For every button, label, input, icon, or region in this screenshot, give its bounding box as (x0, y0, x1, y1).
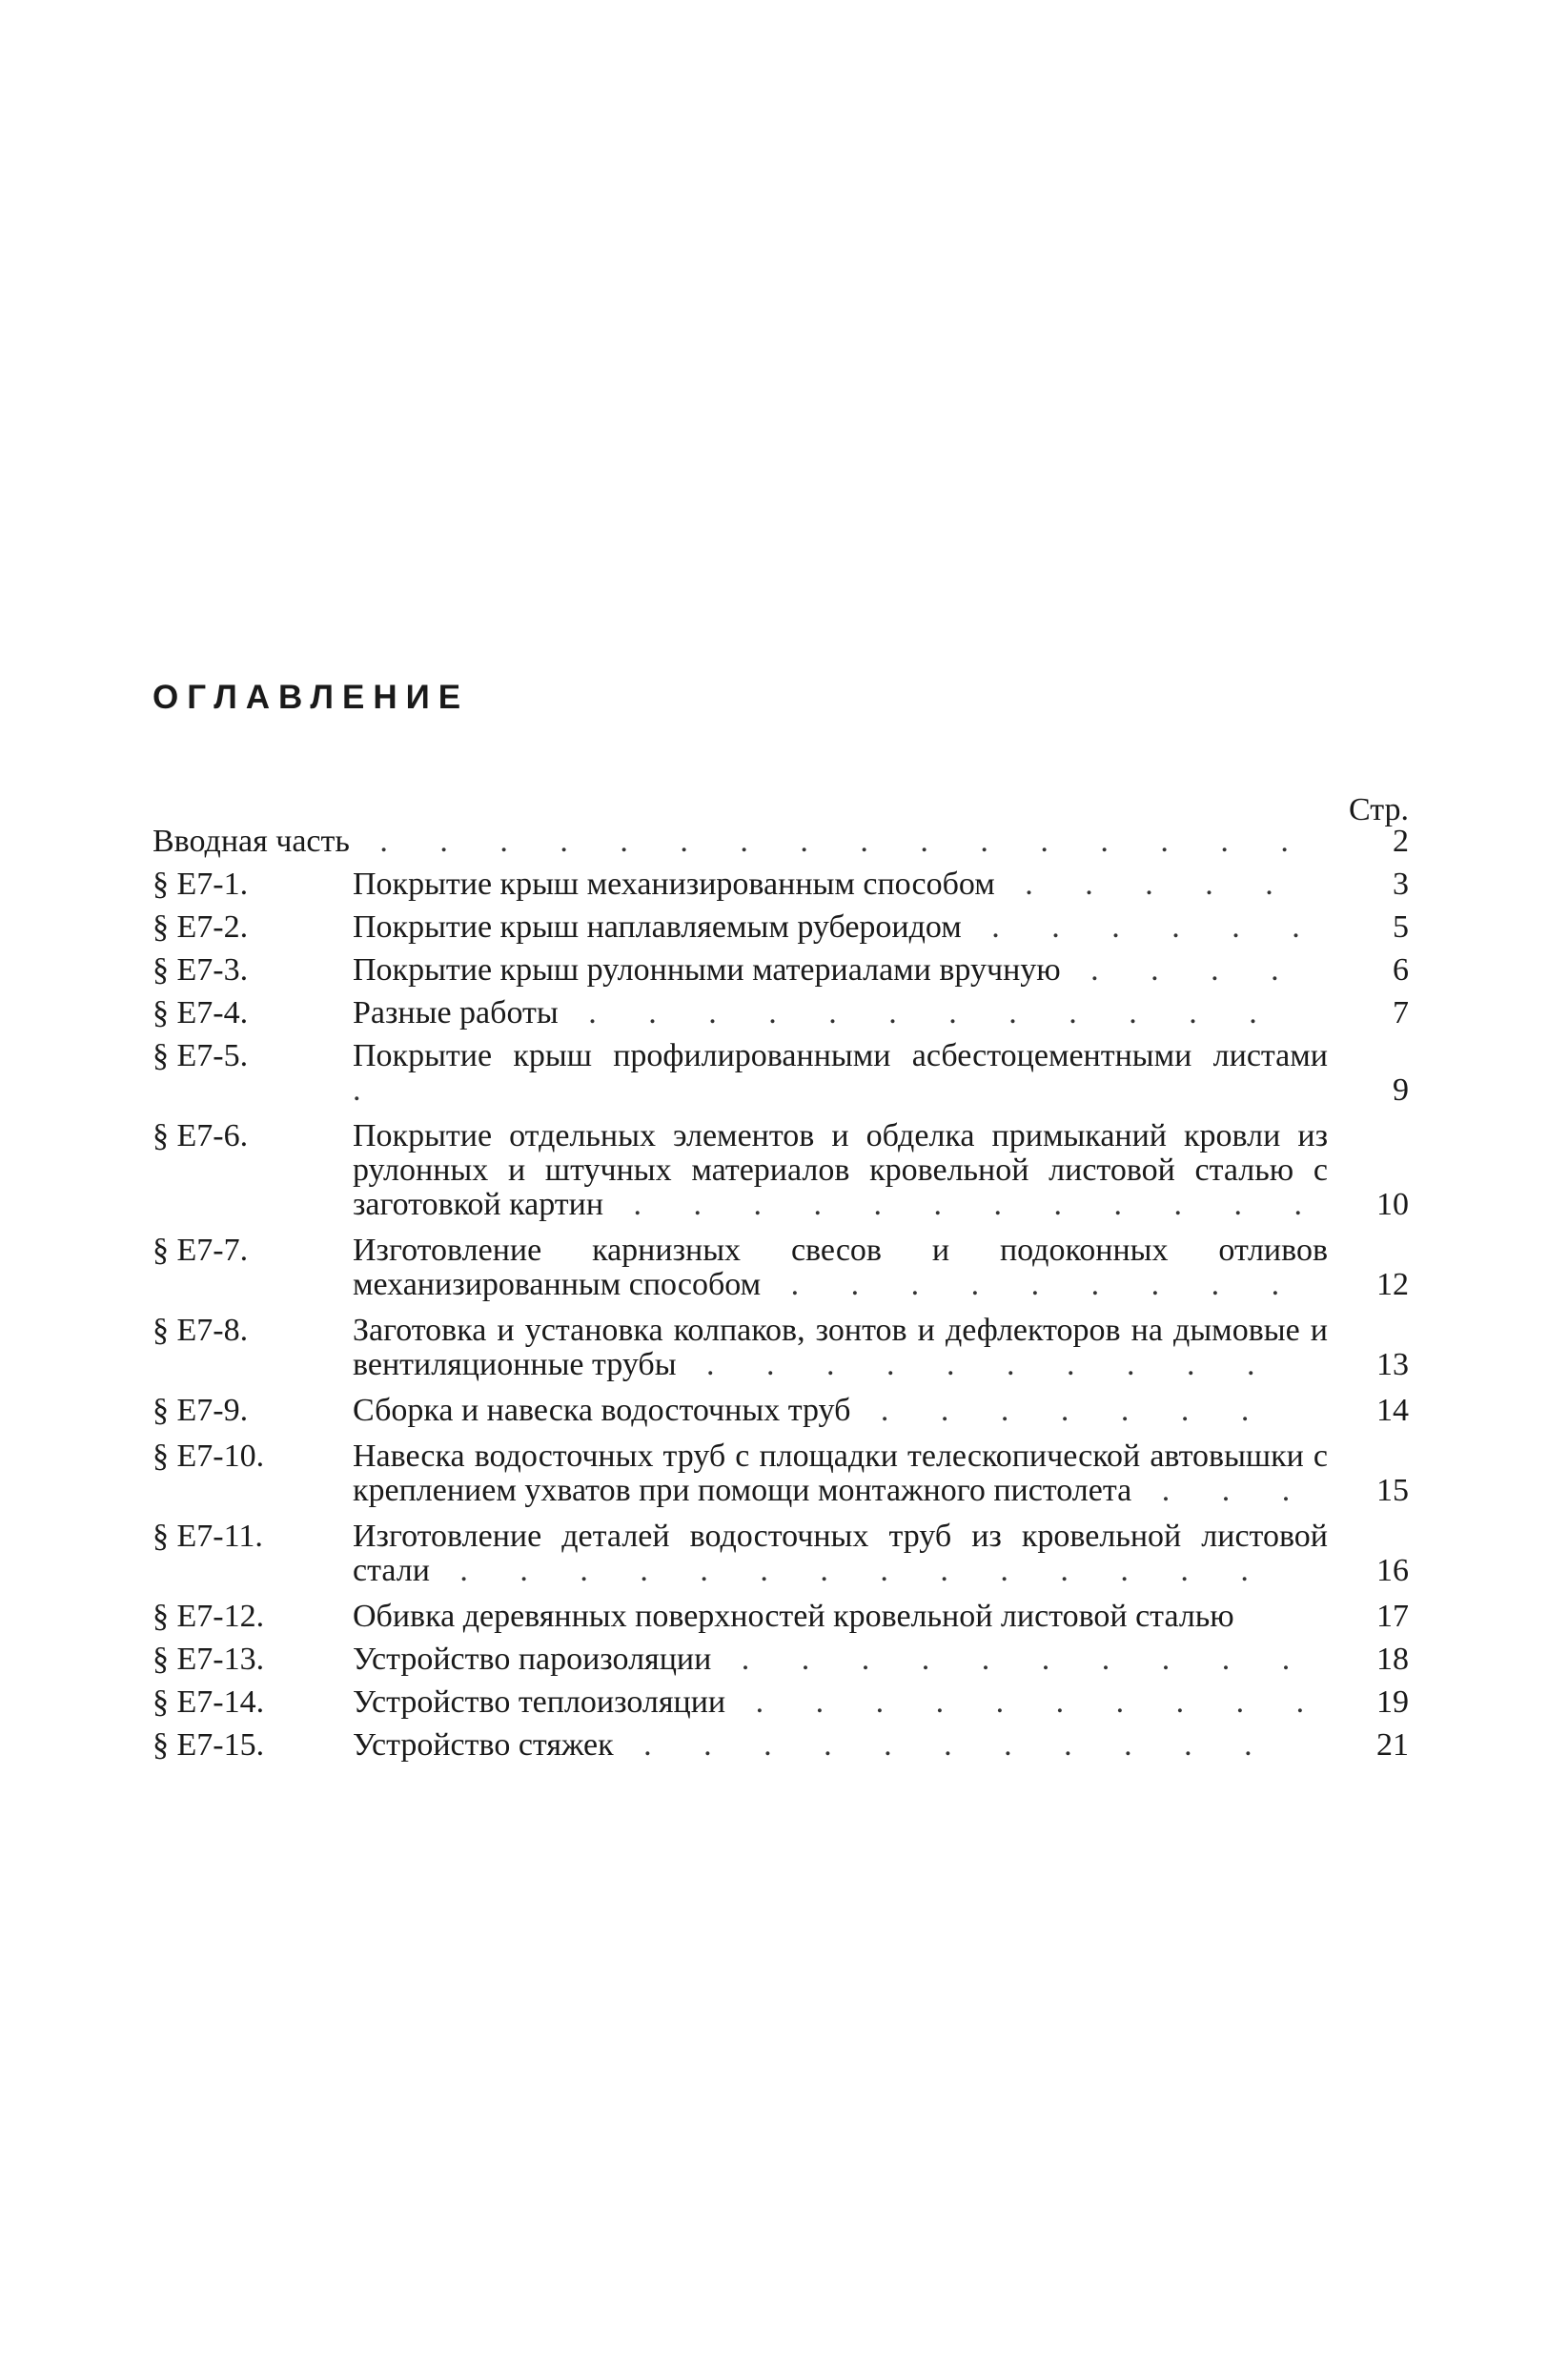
toc-entry (153, 1039, 1409, 1108)
toc-entry-page: 16 (1376, 1553, 1409, 1588)
toc-entry-page: 2 (1393, 824, 1409, 859)
toc-entry-title-block (353, 910, 1328, 945)
toc-entry-title: Навеска водосточных труб с площадки телескопической автовышки с креплением ухватов при помощи монтажного пистолета (353, 1439, 1328, 1508)
toc-entry-title: Устройство пароизоляции (353, 1642, 712, 1677)
toc-entry-number: § Е7-1. (153, 867, 249, 902)
toc-entry-title-block (353, 1728, 1328, 1763)
toc-entry-number: § Е7-8. (153, 1313, 249, 1348)
toc-entry-number: § Е7-5. (153, 1038, 249, 1073)
toc-entry-number: § Е7-11. (153, 1519, 263, 1554)
toc-entry-title: Покрытие крыш профилированными асбестоцементными листами (353, 1038, 1328, 1073)
toc-entry (153, 1394, 1409, 1428)
toc-entry-title: Вводная часть (153, 824, 350, 859)
toc-entry-title-block (153, 825, 1328, 859)
toc-entry (153, 996, 1409, 1030)
dot-leader: . . . . . . . . . . (676, 1347, 1277, 1382)
dot-leader: . . . . . . . . . . . . . . . . (349, 824, 1311, 859)
toc-entry (153, 910, 1409, 945)
toc-entry-number: § Е7-2. (153, 909, 249, 945)
toc-entry-page: 10 (1376, 1187, 1409, 1222)
toc-entry-title-block (353, 867, 1328, 902)
toc-entry-title-block (353, 1314, 1328, 1382)
toc-entry-title-block (353, 953, 1328, 988)
toc-entry-title: Покрытие крыш рулонными материалами вручную (353, 952, 1061, 988)
toc-entry-title-block (353, 1039, 1328, 1108)
toc-entry-page: 19 (1376, 1684, 1409, 1720)
dot-leader: . . . . . . . . . (761, 1267, 1302, 1302)
toc-entry-title-block (353, 996, 1328, 1030)
toc-entry-page: 15 (1376, 1473, 1409, 1508)
dot-leader: . . . . . . . . . . (725, 1684, 1327, 1720)
toc-entry-page: 7 (1393, 995, 1409, 1030)
toc-entry (153, 1520, 1409, 1588)
toc-entry-title-block (353, 1600, 1328, 1634)
toc-entry-page: 18 (1376, 1642, 1409, 1677)
toc-entry-title: Сборка и навеска водосточных труб (353, 1393, 851, 1428)
toc-entry (153, 1439, 1409, 1508)
toc-entry-page: 21 (1376, 1727, 1409, 1763)
toc-entry-number: § Е7-3. (153, 952, 249, 988)
dot-leader: . . . . . . . . . . . . (558, 995, 1279, 1030)
toc-entry-title-block (353, 1394, 1328, 1428)
toc-entry-number: § Е7-9. (153, 1393, 249, 1428)
toc-entry-page: 13 (1376, 1347, 1409, 1382)
toc-entry-title: Покрытие крыш механизированным способом (353, 867, 995, 902)
dot-leader: . . . . . . . . . . . (613, 1727, 1274, 1763)
toc-entry-page: 17 (1376, 1599, 1409, 1634)
toc-entry-number: § Е7-7. (153, 1233, 249, 1268)
toc-entry (153, 825, 1409, 859)
toc-entry-number: § Е7-15. (153, 1727, 265, 1763)
dot-leader: . . . . . . . . . . . . . . (429, 1553, 1271, 1588)
toc-entry-title-block (353, 1685, 1328, 1720)
dot-leader: . . . (1131, 1473, 1313, 1508)
dot-leader: . . . . . . . . . . . . (603, 1187, 1325, 1222)
toc-entry-page: 3 (1393, 867, 1409, 902)
toc-entry (153, 867, 1409, 902)
toc-entry-title: Изготовление деталей водосточных труб из кровельной листовой стали (353, 1519, 1328, 1588)
toc-entry (153, 1119, 1409, 1222)
dot-leader: . . . . (1060, 952, 1301, 988)
toc-entry-title: Устройство теплоизоляции (353, 1684, 726, 1720)
toc-entry (153, 1728, 1409, 1763)
toc-entry-title-block (353, 1520, 1328, 1588)
toc-entry (153, 1234, 1409, 1302)
dot-leader: . . . . . . (961, 909, 1322, 945)
dot-leader: . . . . . (994, 867, 1295, 902)
toc-entry-number: § Е7-10. (153, 1439, 265, 1474)
toc-entry-title: Обивка деревянных поверхностей кровельной листовой сталью (353, 1599, 1234, 1634)
dot-leader: . (353, 1072, 383, 1108)
toc-entry-title-block (353, 1119, 1328, 1222)
dot-leader: . . . . . . . (850, 1393, 1272, 1428)
toc-entry-title: Устройство стяжек (353, 1727, 614, 1763)
toc-entry (153, 1314, 1409, 1382)
toc-entry-title-block (353, 1439, 1328, 1508)
toc-entry-title: Разные работы (353, 995, 559, 1030)
toc-entry-title-block (353, 1234, 1328, 1302)
toc-entry-title: Заготовка и установка колпаков, зонтов и дефлекторов на дымовые и вентиляционные трубы (353, 1313, 1328, 1382)
toc-entry-page: 14 (1376, 1393, 1409, 1428)
toc-entry (153, 1685, 1409, 1720)
toc-entry-page: 5 (1393, 909, 1409, 945)
dot-leader: . . . . . . . . . . (711, 1642, 1313, 1677)
toc-entry-title: Покрытие крыш наплавляемым рубероидом (353, 909, 962, 945)
toc-entry-number: § Е7-13. (153, 1642, 265, 1677)
toc-entry-title-block (353, 1643, 1328, 1677)
toc-entry-number: § Е7-4. (153, 995, 249, 1030)
toc-title: ОГЛАВЛЕНИЕ (153, 679, 470, 716)
toc-entry-page: 6 (1393, 952, 1409, 988)
page-column-header: Стр. (1348, 792, 1409, 827)
table-of-contents (153, 825, 1409, 1763)
toc-entry-title: Изготовление карнизных свесов и подоконных отливов механизированным способом (353, 1233, 1328, 1302)
toc-entry (153, 1643, 1409, 1677)
toc-entry (153, 953, 1409, 988)
toc-entry (153, 1600, 1409, 1634)
toc-entry-page: 12 (1376, 1267, 1409, 1302)
toc-entry-page: 9 (1393, 1072, 1409, 1108)
toc-entry-number: § Е7-12. (153, 1599, 265, 1634)
toc-entry-number: § Е7-14. (153, 1684, 265, 1720)
toc-entry-title: Покрытие отдельных элементов и обделка примыканий кровли из рулонных и штучных материалов кровельной листовой сталью с заготовкой картин (353, 1118, 1328, 1222)
toc-entry-number: § Е7-6. (153, 1118, 249, 1153)
